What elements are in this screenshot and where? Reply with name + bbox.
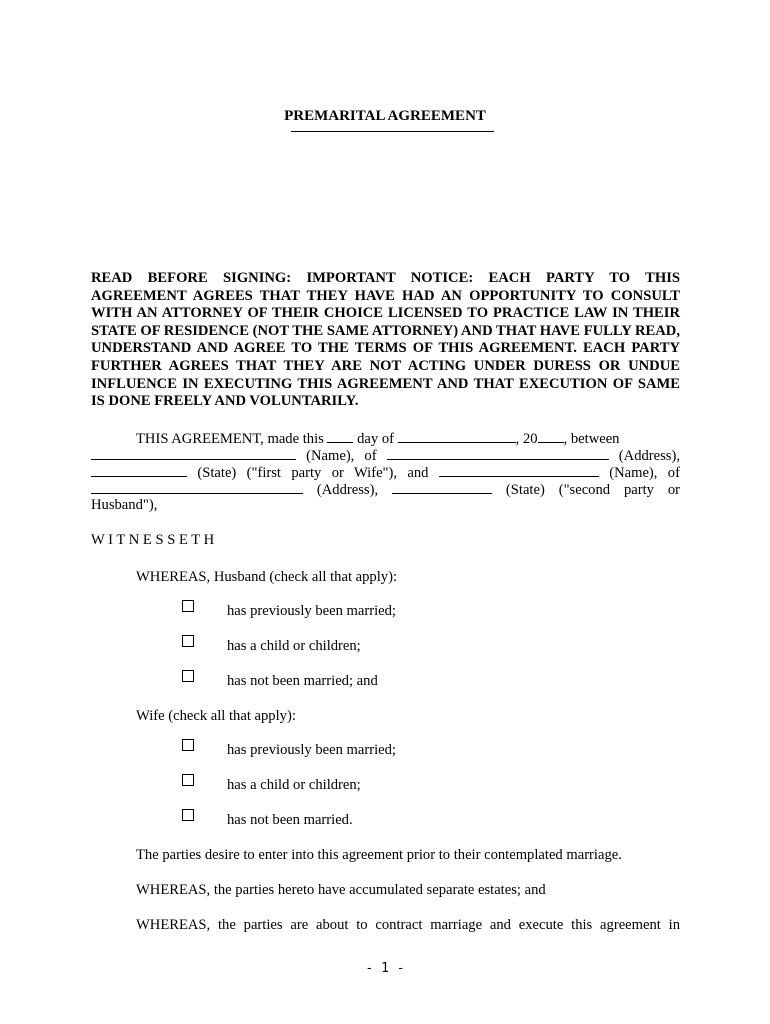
first-party-address-blank[interactable] xyxy=(387,446,609,460)
month-blank[interactable] xyxy=(398,429,516,443)
second-party-state-blank[interactable] xyxy=(392,480,492,494)
husband-heading: WHEREAS, Husband (check all that apply): xyxy=(136,569,397,585)
second-party-address-blank[interactable] xyxy=(91,480,303,494)
intro-address-2: (Address), xyxy=(316,482,379,498)
paragraph-contract: WHEREAS, the parties are about to contract marriage and execute this agreement in xyxy=(136,917,680,933)
important-notice: READ BEFORE SIGNING: IMPORTANT NOTICE: EACH PARTY TO THIS AGREEMENT AGREES THAT THEY HAVE HAD AN OPPORTUNITY TO CONSULT WITH AN ATTORNEY OF THEIR CHOICE LICENSED TO PRACTICE LAW IN THEIR STATE OF RESIDENCE (NOT THE SAME ATTORNEY) AND THAT HAVE FULLY READ, UNDERSTAND AND AGREE TO THE TERMS OF THIS AGREEMENT. EACH PARTY FURTHER AGREES THAT THEY ARE NOT ACTING UNDER DURESS OR UNDUE INFLUENCE IN EXECUTING THIS AGREEMENT AND THAT EXECUTION OF SAME IS DONE FREELY AND VOLUNTARILY. xyxy=(91,270,680,410)
witnesseth-heading: W I T N E S S E T H xyxy=(91,532,215,548)
husband-married-checkbox[interactable] xyxy=(182,600,194,612)
wife-option-not-married: has not been married. xyxy=(227,812,353,828)
intro-state-first: (State) ("first party or Wife"), and xyxy=(197,465,429,481)
year-blank[interactable] xyxy=(538,429,564,443)
document-title: PREMARITAL AGREEMENT xyxy=(284,108,486,124)
first-party-state-blank[interactable] xyxy=(91,463,187,477)
wife-heading: Wife (check all that apply): xyxy=(136,708,296,724)
husband-option-children: has a child or children; xyxy=(227,638,361,654)
husband-option-married: has previously been married; xyxy=(227,603,396,619)
intro-year-prefix: , 20 xyxy=(515,431,538,447)
intro-line-4 xyxy=(91,480,680,500)
wife-option-children: has a child or children; xyxy=(227,777,361,793)
intro-husband: Husband"), xyxy=(91,497,158,513)
intro-address-close: (Address), xyxy=(618,448,680,464)
husband-children-checkbox[interactable] xyxy=(182,635,194,647)
wife-married-checkbox[interactable] xyxy=(182,739,194,751)
second-party-name-blank[interactable] xyxy=(439,463,599,477)
wife-children-checkbox[interactable] xyxy=(182,774,194,786)
title-underline xyxy=(291,131,494,132)
paragraph-estates: WHEREAS, the parties hereto have accumulated separate estates; and xyxy=(136,882,546,898)
wife-option-married: has previously been married; xyxy=(227,742,396,758)
first-party-name-blank[interactable] xyxy=(91,446,296,460)
paragraph-desire: The parties desire to enter into this agreement prior to their contemplated marriage. xyxy=(136,847,622,863)
day-blank[interactable] xyxy=(327,429,353,443)
wife-not-married-checkbox[interactable] xyxy=(182,809,194,821)
page-number: - 1 - xyxy=(365,961,405,976)
husband-not-married-checkbox[interactable] xyxy=(182,670,194,682)
intro-between: , between xyxy=(563,431,620,447)
husband-option-not-married: has not been married; and xyxy=(227,673,378,689)
intro-name-of-2: (Name), of xyxy=(609,465,680,481)
intro-this-agreement: THIS AGREEMENT, made this xyxy=(136,431,324,447)
intro-name-of: (Name), of xyxy=(306,448,377,464)
intro-day-of: day of xyxy=(357,431,395,447)
intro-state-second: (State) ("second party or xyxy=(505,482,680,498)
